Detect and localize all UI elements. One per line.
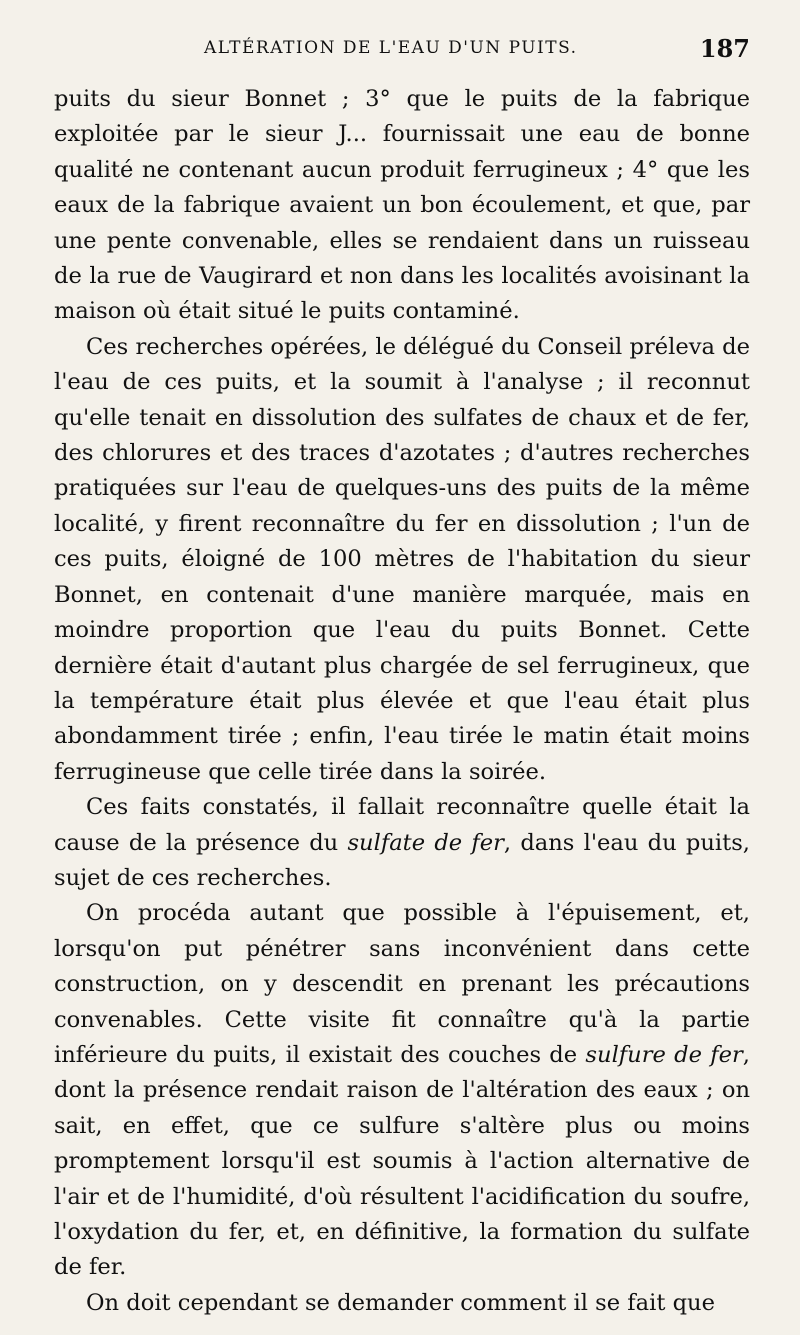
paragraph-2 xyxy=(54,330,750,790)
paragraph-4-text-b: , dont la présence rendait raison de l'altération des eaux ; on sait, en effet, que ce sulfure s'altère plus ou moins promptement lorsqu'il est soumis à l'action alternative de l'air et de l'humidité, d'où résultent l'acidification du soufre, l'oxydation du fer, et, en définitive, la formation du sulfate de fer. xyxy=(54,1041,750,1281)
body-text xyxy=(54,82,750,1321)
italic-term-sulfure-de-fer: sulfure de fer xyxy=(585,1041,743,1068)
paragraph-5 xyxy=(54,1286,750,1321)
paragraph-3-text-a: Ces faits constatés, il fallait reconnaître quelle était la cause de la présence du xyxy=(54,794,750,856)
paragraph-1-text: puits du sieur Bonnet ; 3° que le puits de la fabrique exploitée par le sieur J... fournissait une eau de bonne qualité ne contenant aucun produit ferrugineux ; 4° que les eaux de la fabrique avaient un bon écoulement, et que, par une pente convenable, elles se rendaient dans un ruisseau de la rue de Vaugirard et non dans les localités avoisinant la maison où était situé le puits contaminé. xyxy=(54,86,750,325)
running-title: ALTÉRATION DE L'EAU D'UN PUITS. xyxy=(204,38,578,58)
paragraph-3-text-b: , dans l'eau du puits, sujet de ces recherches. xyxy=(54,829,750,891)
paragraph-3 xyxy=(54,790,750,896)
paragraph-1 xyxy=(54,82,750,330)
paragraph-4-text-a: On procéda autant que possible à l'épuisement, et, lorsqu'on put pénétrer sans inconvénient dans cette construction, on y descendit en prenant les précautions convenables. Cette visite fit connaître qu'à la partie inférieure du puits, il existait des couches de xyxy=(54,900,750,1068)
paragraph-2-text: Ces recherches opérées, le délégué du Conseil préleva de l'eau de ces puits, et la soumit à l'analyse ; il reconnut qu'elle tenait en dissolution des sulfates de chaux et de fer, des chlorures et des traces d'azotates ; d'autres recherches pratiquées sur l'eau de quelques-uns des puits de la même localité, y firent reconnaître du fer en dissolution ; l'un de ces puits, éloigné de 100 mètres de l'habitation du sieur Bonnet, en contenait d'une manière marquée, mais en moindre proportion que l'eau du puits Bonnet. Cette dernière était d'autant plus chargée de sel ferrugineux, que la température était plus élevée et que l'eau était plus abondamment tirée ; enfin, l'eau tirée le matin était moins ferrugineuse que celle tirée dans la soirée. xyxy=(54,333,750,785)
page-number: 187 xyxy=(699,34,750,63)
running-head xyxy=(54,34,750,82)
paragraph-5-text: On doit cependant se demander comment il se fait que xyxy=(86,1289,715,1316)
italic-term-sulfate-de-fer: sulfate de fer xyxy=(347,829,504,856)
paragraph-4 xyxy=(54,896,750,1285)
